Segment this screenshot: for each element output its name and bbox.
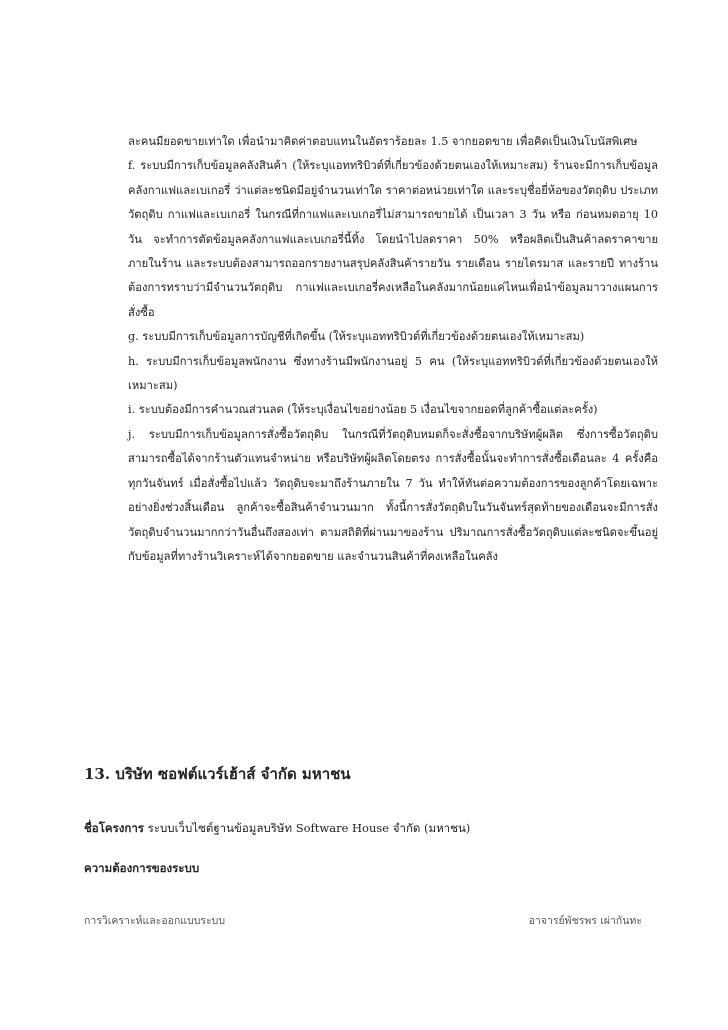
paragraph-bonus: ละคนมียอดขายเท่าใด เพื่อนำมาคิดค่าตอบแทนในอัตราร้อยละ 1.5 จากยอดขาย เพื่อคิดเป็นเงินโบนัสพิเศษ <box>128 135 638 148</box>
requirements-heading: ความต้องการของระบบ <box>84 861 200 875</box>
footer-instructor: อาจารย์พัชรพร เผ่ากันทะ <box>528 915 642 927</box>
project-line <box>84 820 470 838</box>
project-label: ชื่อโครงการ <box>84 821 144 835</box>
paragraph-f-inventory: f. ระบบมีการเก็บข้อมูลคลังสินค้า (ให้ระบุแอททริบิวต์ที่เกี่ยวข้องด้วยตนเองให้เหมาะสม) ร้านจะมีการเก็บข้อมูลคลังกาแฟและเบเกอรี่ ว่าแต่ละชนิดมีอยู่จำนวนเท่าใด ราคาต่อหน่วยเท่าใด และระบุชื่อยี่ห้อของวัตถุดิบ ประเภทวัตถุดิบ กาแฟและเบเกอรี่ ในกรณีที่กาแฟและเบเกอรี่ไม่สามารถขายได้ เป็นเวลา 3 วัน หรือ ก่อนหมดอายุ 10 วัน จะทำการตัดข้อมูลคลังกาแฟและเบเกอรี่นี้ทิ้ง โดยนำไปลดราคา 50% หรือผลิตเป็นสินค้าลดราคาขายภายในร้าน และระบบต้องสามารถออกรายงานสรุปคลังสินค้ารายวัน รายเดือน รายไตรมาส และรายปี ทางร้านต้องการทราบว่ามีจำนวนวัตถุดิบ กาแฟและเบเกอรี่คงเหลือในคลังมากน้อยแค่ไหนเพื่อนำข้อมูลมาวางแผนการสั่งซื้อ <box>128 159 658 319</box>
project-value: ระบบเว็บไซต์ฐานข้อมูลบริษัท Software House จำกัด (มหาชน) <box>143 821 471 835</box>
paragraph-j-purchasing: j. ระบบมีการเก็บข้อมูลการสั่งซื้อวัตถุดิบ ในกรณีที่วัตถุดิบหมดก็จะสั่งซื้อจากบริษัทผู้ผลิต ซึ่งการซื้อวัตถุดิบ สามารถซื้อได้จากร้านตัวแทนจำหน่าย หรือบริษัทผู้ผลิตโดยตรง การสั่งซื้อนั้นจะทำการสั่งซื้อเดือนละ 4 ครั้งคือทุกวันจันทร์ เมื่อสั่งซื้อไปแล้ว วัตถุดิบจะมาถึงร้านภายใน 7 วัน ทำให้ทันต่อความต้องการของลูกค้าโดยเฉพาะอย่างยิ่งช่วงสิ้นเดือน ลูกค้าจะซื้อสินค้าจำนวนมาก ทั้งนี้การสั่งวัตถุดิบในวันจันทร์สุดท้ายของเดือนจะมีการสั่งวัตถุดิบจำนวนมากกว่าวันอื่นถึงสองเท่า ตามสถิติที่ผ่านมาของร้าน ปริมาณการสั่งซื้อวัตถุดิบแต่ละชนิดจะขึ้นอยู่กับข้อมูลที่ทางร้านวิเคราะห์ได้จากยอดขาย และจำนวนสินค้าที่คงเหลือในคลัง <box>128 427 658 563</box>
footer-course: การวิเคราะห์และออกแบบระบบ <box>84 915 226 927</box>
paragraph-i-discount: i. ระบบต้องมีการคำนวณส่วนลด (ให้ระบุเงื่อนไขอย่างน้อย 5 เงื่อนไขจากยอดที่ลูกค้าซื้อแต่ละครั้ง) <box>128 403 598 417</box>
paragraph-h-employees: h. ระบบมีการเก็บข้อมูลพนักงาน ซึ่งทางร้านมีพนักงานอยู่ 5 คน (ให้ระบุแอททริบิวต์ที่เกี่ยวข้องด้วยตนเองให้เหมาะสม) <box>128 354 658 393</box>
body-text <box>128 130 658 569</box>
section-heading: 13. บริษัท ซอฟต์แวร์เฮ้าส์ จำกัด มหาชน <box>84 765 351 783</box>
paragraph-g-accounting: g. ระบบมีการเก็บข้อมูลการบัญชีที่เกิดขึ้น (ให้ระบุแอททริบิวต์ที่เกี่ยวข้องด้วยตนเองให้เหมาะสม) <box>128 330 585 344</box>
